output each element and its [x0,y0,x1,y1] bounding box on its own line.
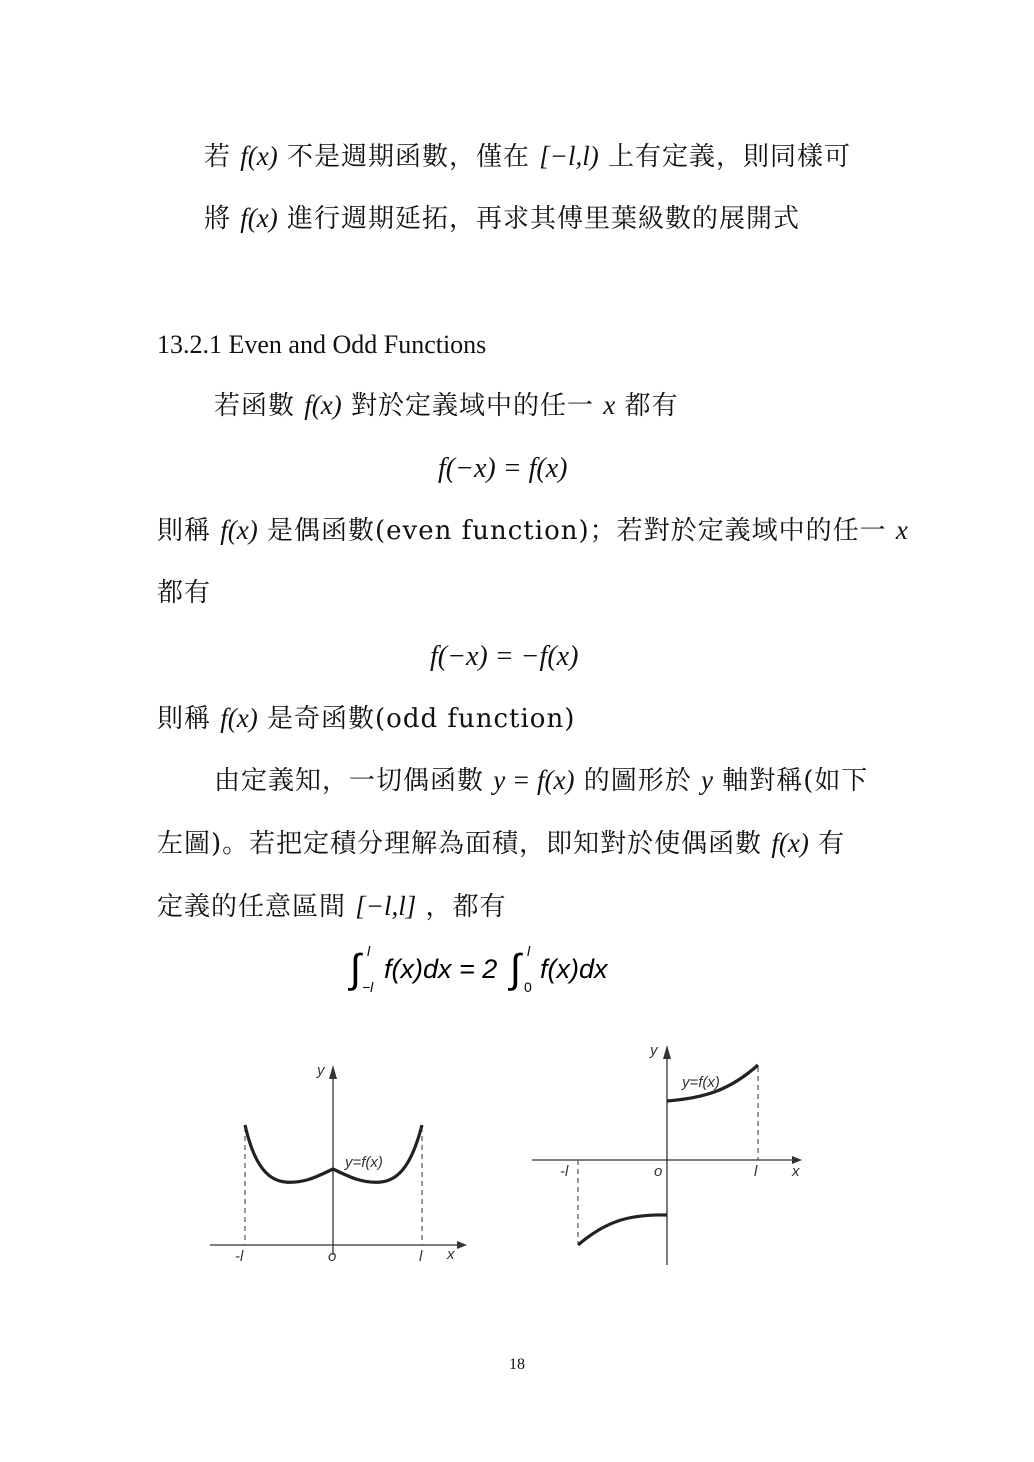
math-x: x [603,390,616,420]
section-heading: 13.2.1 Even and Odd Functions [157,330,487,359]
symmetry-line3 [157,890,507,923]
text-run: 則稱 [157,516,212,546]
tick-label-neg-l: -l [560,1163,569,1180]
text-run: 定義的任意區間 [157,892,347,922]
math-fx: f(x) [220,703,258,733]
odd-equation: f(−x) = −f(x) [430,641,579,672]
odd-function-figure [520,1035,820,1270]
text-run: 若 [204,142,232,172]
even-def-line3: 都有 [157,578,212,608]
math-fx: f(x) [771,828,809,858]
paragraph1-line2 [204,202,800,235]
curve-label: y=f(x) [682,1074,720,1091]
text-run: 對於定義域中的任一 [351,391,595,421]
symmetry-line2 [157,827,845,860]
integral-upper-limit: l [367,943,371,959]
math-fx: f(x) [304,390,342,420]
text-run: 都有 [624,391,679,421]
integral-sign: ∫ [350,947,361,991]
math-fx: f(x) [240,141,278,171]
integral-sign: ∫ [510,947,521,991]
text-run: 左圖)。若把定積分理解為面積，即知對於使偶函數 [157,829,763,859]
integral-equation [340,940,640,1000]
page-number: 18 [509,1356,525,1373]
text-run: 是奇函數(odd function) [267,704,576,734]
paragraph1-line1 [204,140,851,173]
even-equation: f(−x) = f(x) [438,453,568,484]
odd-def-line1 [157,702,575,735]
tick-label-origin: o [654,1163,663,1180]
y-axis-label: y [650,1042,658,1059]
symmetry-line1 [214,764,868,797]
text-run: 由定義知，一切偶函數 [214,766,485,796]
text-run: 若函數 [214,391,296,421]
text-run: 則稱 [157,704,212,734]
odd-curve-left [578,1215,667,1245]
text-run: 的圖形於 [583,766,692,796]
tick-label-neg-l: -l [235,1248,244,1265]
tick-label-l: l [754,1163,758,1180]
text-run: 上有定義，則同樣可 [608,142,852,172]
math-fx: f(x) [240,203,278,233]
x-axis-arrow [457,1241,467,1249]
math-yfx: y = f(x) [493,765,575,795]
text-run: 是偶函數(even function)；若對於定義域中的任一 [267,516,887,546]
integral-lower-limit: −l [362,979,374,995]
text-run: 有 [818,829,846,859]
math-interval: [−l,l] [355,891,417,921]
math-fx: f(x) [220,515,258,545]
integral-body: f(x)dx [540,954,608,984]
x-axis-label: x [447,1246,455,1263]
even-def-line2 [157,514,908,547]
tick-label-origin: o [328,1248,337,1265]
integral-upper-limit: l [527,943,531,959]
x-axis-label: x [792,1163,800,1180]
text-run: 將 [204,204,232,234]
math-y: y [701,765,713,795]
integral-lower-limit: 0 [524,979,532,995]
text-run: 進行週期延拓，再求其傅里葉級數的展開式 [287,204,801,234]
math-interval: [−l,l) [539,141,599,171]
even-def-line1 [214,389,679,422]
tick-label-l: l [419,1248,423,1265]
math-x: x [895,515,908,545]
y-axis-arrow [329,1065,337,1079]
text-run: 軸對稱(如下 [722,766,869,796]
integral-body: f(x)dx = 2 [384,954,498,984]
y-axis-arrow [663,1045,671,1059]
text-run: 不是週期函數，僅在 [287,142,531,172]
text-run: ，都有 [425,892,507,922]
y-axis-label: y [317,1062,325,1079]
curve-label: y=f(x) [345,1154,383,1171]
even-function-figure [195,1055,475,1270]
